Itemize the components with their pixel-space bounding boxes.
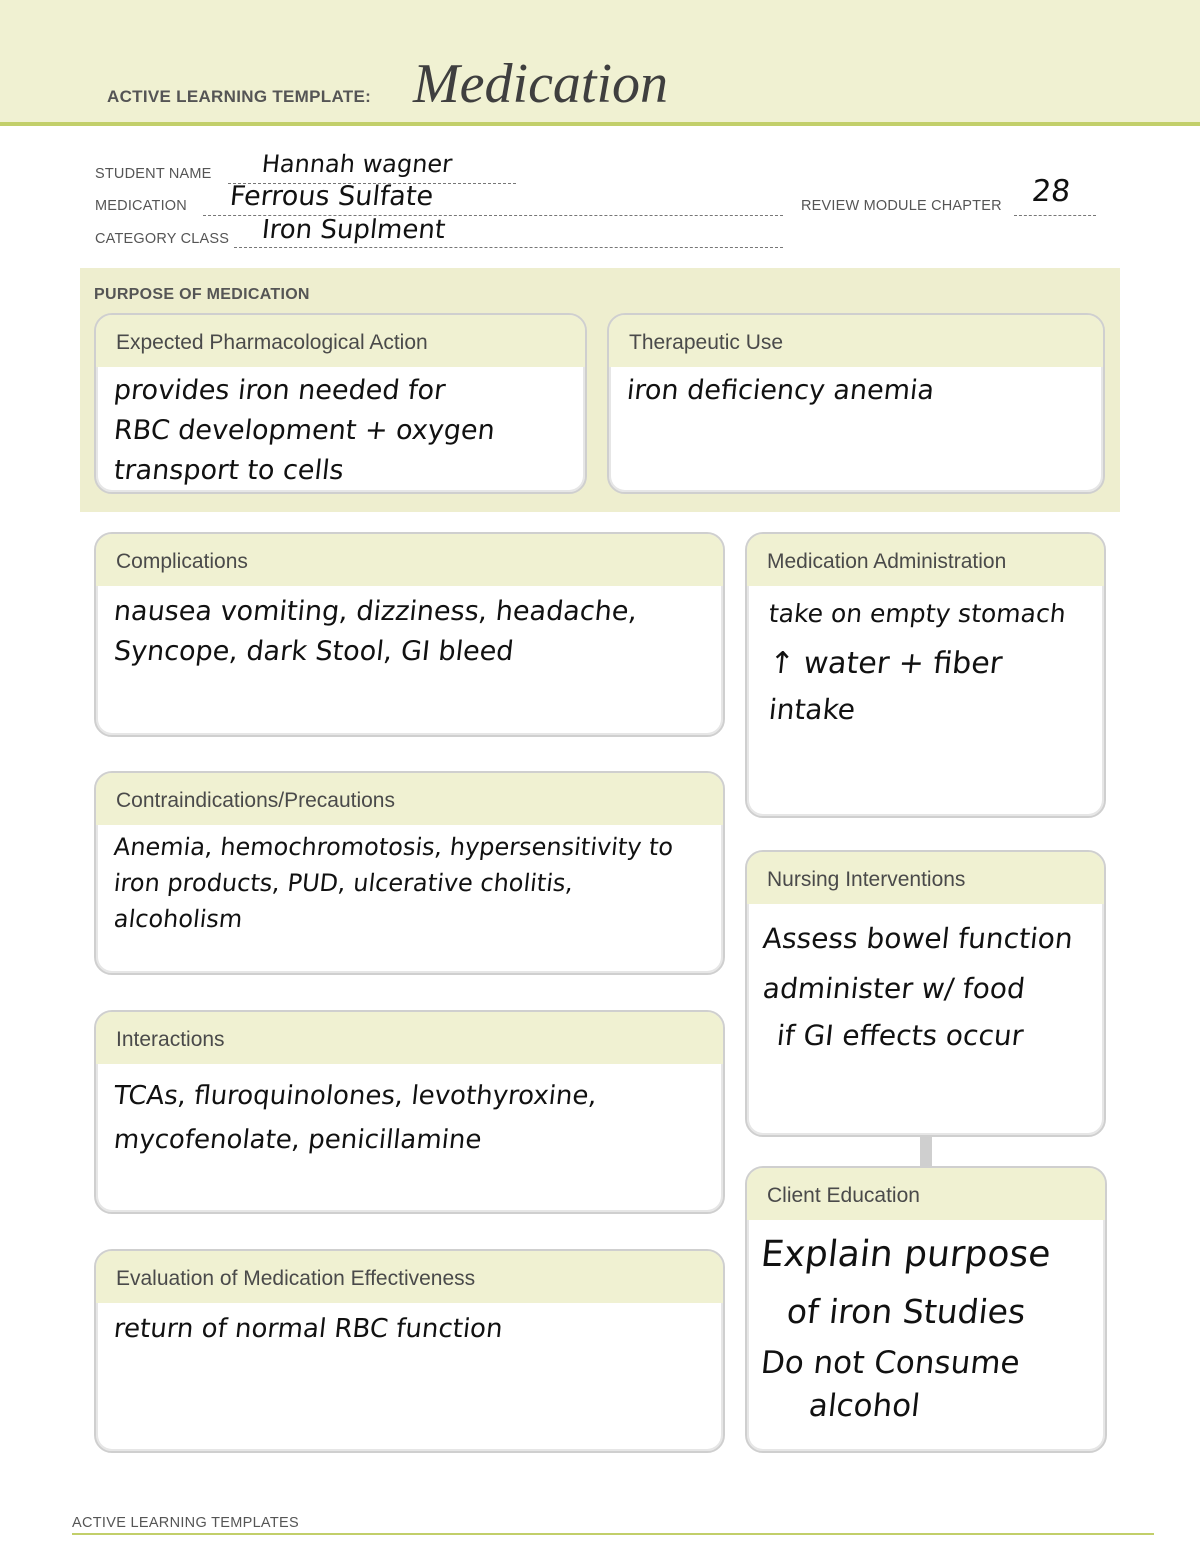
interactions-line: mycofenolate, penicillamine bbox=[112, 1125, 484, 1155]
complications-line: nausea vomiting, dizziness, headache, bbox=[112, 596, 639, 627]
student-name-value[interactable]: Hannah wagner bbox=[260, 150, 454, 178]
category-class-value[interactable]: Iron Suplment bbox=[260, 215, 447, 245]
medication-label: MEDICATION bbox=[95, 198, 187, 214]
pharm-action-heading: Expected Pharmacological Action bbox=[96, 315, 585, 367]
nursing-interventions-box[interactable] bbox=[745, 850, 1106, 1137]
purpose-title: PURPOSE OF MEDICATION bbox=[94, 286, 310, 303]
evaluation-heading: Evaluation of Medication Effectiveness bbox=[96, 1251, 723, 1303]
client-education-box[interactable] bbox=[745, 1166, 1107, 1453]
complications-box[interactable] bbox=[94, 532, 725, 737]
footer-label: ACTIVE LEARNING TEMPLATES bbox=[72, 1515, 299, 1531]
interactions-heading: Interactions bbox=[96, 1012, 723, 1064]
complications-line: Syncope, dark Stool, GI bleed bbox=[112, 636, 516, 667]
therapeutic-use-line: iron deficiency anemia bbox=[625, 375, 936, 406]
template-label: ACTIVE LEARNING TEMPLATE: bbox=[107, 87, 372, 106]
nursing-interventions-line: Assess bowel function bbox=[761, 922, 1075, 955]
client-education-line: Explain purpose bbox=[758, 1234, 1053, 1275]
med-admin-line: ↑ water + fiber bbox=[767, 646, 1004, 681]
page-header bbox=[0, 0, 1200, 126]
contraindications-line: alcoholism bbox=[112, 905, 244, 933]
contraindications-box[interactable] bbox=[94, 771, 725, 975]
therapeutic-use-heading: Therapeutic Use bbox=[609, 315, 1103, 367]
review-chapter-value[interactable]: 28 bbox=[1030, 174, 1073, 209]
med-admin-line: take on empty stomach bbox=[767, 599, 1068, 628]
contraindications-heading: Contraindications/Precautions bbox=[96, 773, 723, 825]
interactions-box[interactable] bbox=[94, 1010, 725, 1214]
complications-heading: Complications bbox=[96, 534, 723, 586]
category-class-label: CATEGORY CLASS bbox=[95, 231, 230, 247]
review-chapter-label: REVIEW MODULE CHAPTER bbox=[801, 198, 1002, 214]
contraindications-line: Anemia, hemochromotosis, hypersensitivity to bbox=[112, 833, 675, 861]
box-connector bbox=[920, 1136, 932, 1166]
client-education-line: of iron Studies bbox=[785, 1292, 1028, 1331]
nursing-interventions-line: if GI effects occur bbox=[775, 1019, 1025, 1052]
footer-divider bbox=[72, 1533, 1154, 1535]
nursing-interventions-heading: Nursing Interventions bbox=[747, 852, 1104, 904]
pharm-action-line: RBC development + oxygen bbox=[112, 415, 497, 446]
med-admin-box[interactable] bbox=[745, 532, 1106, 818]
review-chapter-line bbox=[1014, 215, 1096, 216]
med-admin-heading: Medication Administration bbox=[747, 534, 1104, 586]
therapeutic-use-box[interactable] bbox=[607, 313, 1105, 494]
category-class-line bbox=[234, 247, 783, 248]
pharm-action-line: transport to cells bbox=[112, 455, 346, 486]
contraindications-line: iron products, PUD, ulcerative cholitis, bbox=[112, 869, 575, 897]
evaluation-line: return of normal RBC function bbox=[112, 1314, 505, 1344]
med-admin-line: intake bbox=[767, 693, 857, 726]
client-education-line: Do not Consume bbox=[759, 1345, 1022, 1381]
pharm-action-line: provides iron needed for bbox=[112, 375, 447, 406]
medication-value[interactable]: Ferrous Sulfate bbox=[228, 181, 435, 212]
page-title: Medication bbox=[413, 53, 669, 115]
student-name-label: STUDENT NAME bbox=[95, 166, 212, 182]
interactions-line: TCAs, fluroquinolones, levothyroxine, bbox=[112, 1081, 599, 1111]
client-education-line: alcohol bbox=[807, 1388, 922, 1424]
client-education-heading: Client Education bbox=[747, 1168, 1105, 1220]
nursing-interventions-line: administer w/ food bbox=[761, 972, 1027, 1005]
pharm-action-box[interactable] bbox=[94, 313, 587, 494]
evaluation-box[interactable] bbox=[94, 1249, 725, 1453]
